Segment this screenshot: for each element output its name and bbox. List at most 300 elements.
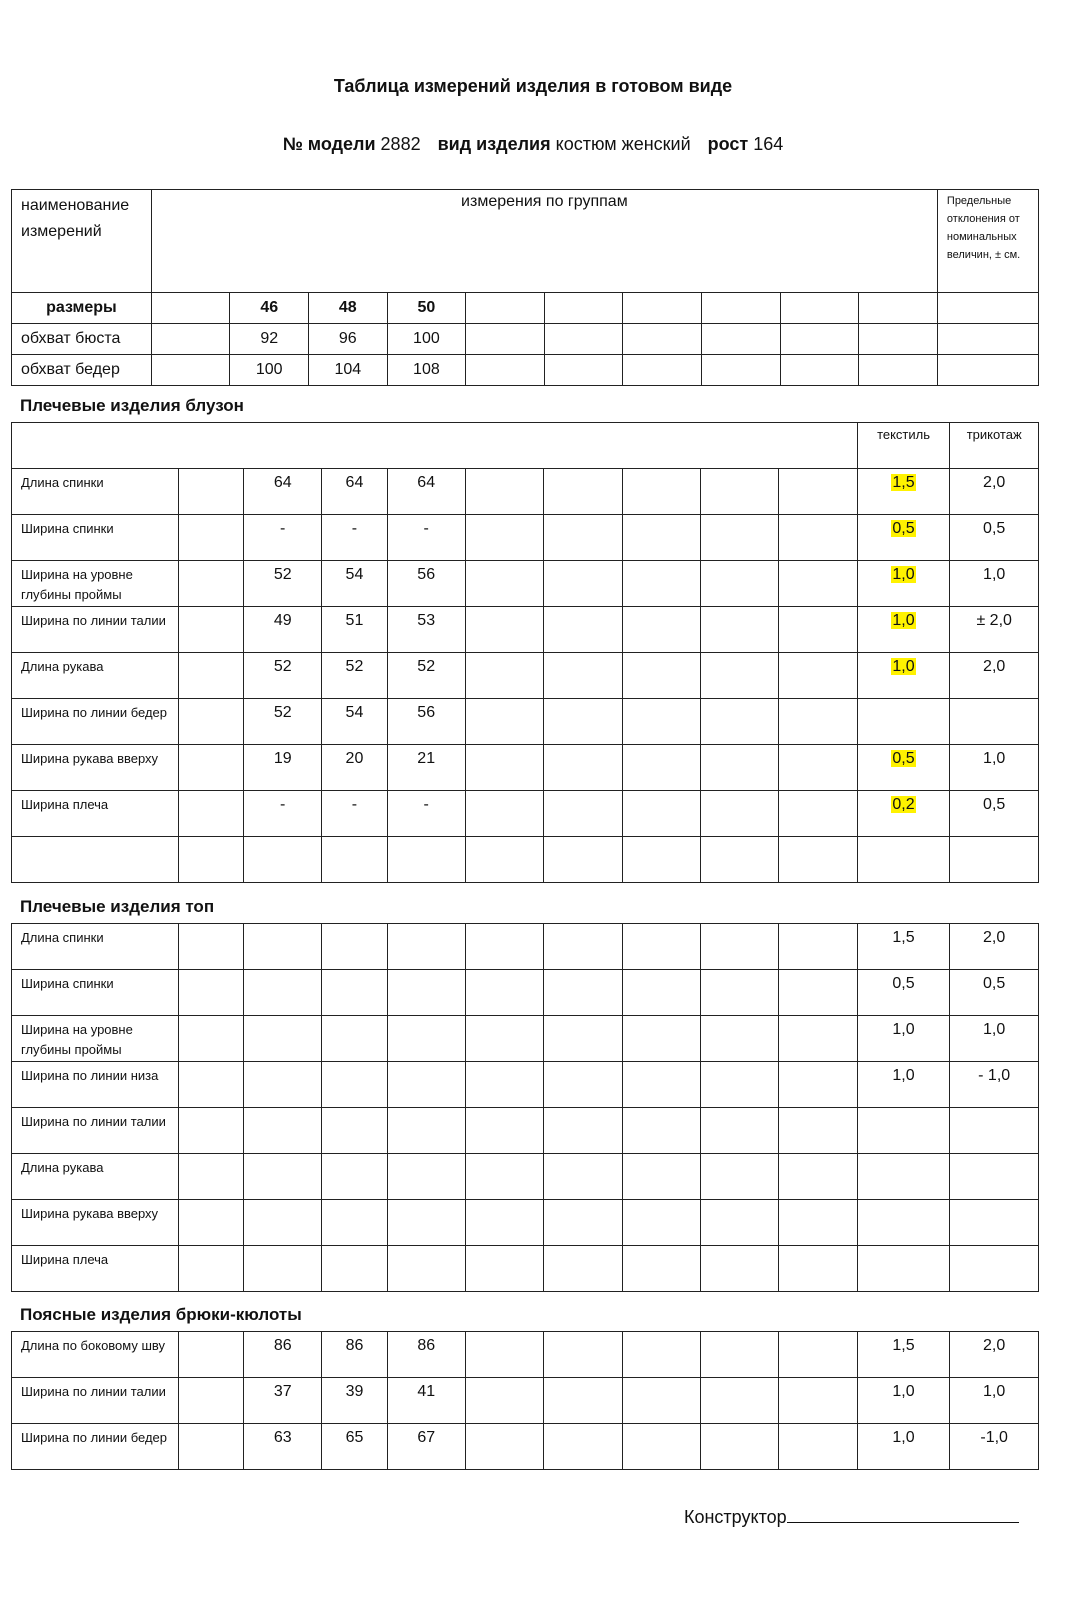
size-value-cell: 86 [322, 1332, 387, 1378]
size-value-cell [244, 924, 322, 970]
knit-tolerance-cell: 2,0 [950, 653, 1039, 699]
textile-tolerance-cell [857, 970, 950, 1016]
size-value-cell: 86 [244, 1332, 322, 1378]
size-cell: 46 [230, 293, 309, 324]
knit-tolerance-cell: 0,5 [950, 970, 1039, 1016]
empty-cell [622, 653, 700, 699]
sizes-header-table [11, 189, 1039, 386]
constructor-label: Конструктор [684, 1507, 787, 1527]
deviation-header: Предельные отклонения от номинальных величин, ± см. [937, 190, 1038, 293]
size-value-cell: 64 [387, 469, 465, 515]
empty-cell [701, 1016, 779, 1062]
knit-tolerance-cell: 1,0 [950, 1016, 1039, 1062]
empty-cell [544, 469, 622, 515]
empty-cell [779, 1016, 857, 1062]
measurement-label: Длина рукава [12, 1154, 179, 1200]
knit-tolerance-cell: 2,0 [950, 469, 1039, 515]
table-row [12, 607, 1039, 653]
empty-cell [178, 1154, 243, 1200]
table-row [12, 355, 1039, 386]
measurement-label: Ширина по линии талии [12, 1378, 179, 1424]
textile-tolerance-value: 0,2 [892, 796, 915, 813]
value-cell: 108 [387, 355, 466, 386]
empty-cell [779, 1424, 857, 1470]
empty-cell [779, 791, 857, 837]
size-value-cell [244, 837, 322, 883]
empty-cell [544, 745, 622, 791]
textile-tolerance-value: 1,0 [892, 1067, 915, 1084]
empty-cell [178, 1016, 243, 1062]
size-value-cell: - [322, 791, 387, 837]
empty-cell [701, 1424, 779, 1470]
empty-cell [178, 607, 243, 653]
empty-cell [544, 515, 622, 561]
empty-cell [779, 924, 857, 970]
empty-cell [701, 1062, 779, 1108]
empty-cell [700, 791, 778, 837]
textile-tolerance-cell [857, 1378, 950, 1424]
empty-cell [700, 469, 778, 515]
table-row [12, 1108, 1039, 1154]
empty-cell [779, 1378, 857, 1424]
size-value-cell: 52 [387, 653, 465, 699]
empty-cell [178, 469, 243, 515]
empty-cell [701, 1246, 779, 1292]
measurement-label: Ширина на уровне глубины проймы [12, 1016, 179, 1062]
blouson-table [11, 422, 1039, 883]
knit-tolerance-cell: 0,5 [950, 791, 1039, 837]
empty-cell [178, 1378, 243, 1424]
row-label: обхват бюста [12, 324, 152, 355]
empty-cell [178, 561, 243, 607]
empty-cell [700, 653, 778, 699]
size-value-cell: - [244, 515, 322, 561]
empty-cell [622, 699, 700, 745]
empty-cell [178, 1200, 243, 1246]
empty-cell [178, 837, 243, 883]
knit-tolerance-cell: 1,0 [950, 1378, 1039, 1424]
textile-tolerance-cell [857, 699, 950, 745]
size-value-cell: 64 [322, 469, 387, 515]
empty-cell [465, 469, 543, 515]
measurement-label: Ширина по линии низа [12, 1062, 179, 1108]
empty-cell [700, 561, 778, 607]
size-value-cell [322, 1246, 387, 1292]
measurement-label: Ширина по линии бедер [12, 1424, 179, 1470]
empty-cell [465, 791, 543, 837]
size-value-cell: 54 [322, 561, 387, 607]
empty-cell [544, 1154, 622, 1200]
size-value-cell: 52 [244, 653, 322, 699]
size-value-cell [244, 1154, 322, 1200]
textile-column-header: текстиль [857, 423, 950, 469]
size-value-cell: 86 [387, 1332, 465, 1378]
textile-tolerance-value: 1,5 [892, 1337, 915, 1354]
constructor-signature [684, 1504, 1019, 1528]
size-value-cell: 52 [244, 699, 322, 745]
empty-cell [544, 837, 622, 883]
measurement-label: Ширина плеча [12, 1246, 179, 1292]
table-row [12, 699, 1039, 745]
empty-cell [544, 1246, 622, 1292]
textile-tolerance-cell [857, 653, 950, 699]
empty-cell [779, 970, 857, 1016]
empty-cell [622, 607, 700, 653]
knit-tolerance-cell [950, 837, 1039, 883]
knit-tolerance-cell: 0,5 [950, 515, 1039, 561]
empty-cell [701, 1378, 779, 1424]
empty-cell [779, 1246, 857, 1292]
measurement-name-header: наименование измерений [12, 190, 152, 293]
empty-cell [465, 607, 543, 653]
empty-cell [178, 1424, 243, 1470]
empty-cell [700, 745, 778, 791]
measurement-label: Ширина по линии талии [12, 1108, 179, 1154]
empty-cell [178, 745, 243, 791]
empty-cell [544, 1200, 622, 1246]
textile-tolerance-cell [857, 837, 950, 883]
empty-cell [178, 1246, 243, 1292]
value-cell: 104 [309, 355, 388, 386]
empty-cell [544, 607, 622, 653]
size-value-cell [387, 1200, 465, 1246]
empty-cell [178, 699, 243, 745]
size-value-cell [244, 1016, 322, 1062]
empty-cell [544, 561, 622, 607]
size-value-cell [244, 1200, 322, 1246]
empty-cell [544, 791, 622, 837]
table-row [12, 924, 1039, 970]
pants-table [11, 1331, 1039, 1470]
knit-tolerance-cell: 1,0 [950, 745, 1039, 791]
empty-cell [779, 1062, 857, 1108]
size-value-cell [387, 970, 465, 1016]
empty-cell [622, 791, 700, 837]
empty-cell [465, 1016, 543, 1062]
empty-cell [544, 1016, 622, 1062]
empty-cell [700, 515, 778, 561]
size-value-cell: 56 [387, 561, 465, 607]
empty-cell [701, 1332, 779, 1378]
measurement-label: Ширина спинки [12, 515, 179, 561]
knit-tolerance-cell: ± 2,0 [950, 607, 1039, 653]
model-info-line [0, 134, 1066, 155]
empty-cell [701, 1200, 779, 1246]
height-value: 164 [753, 134, 784, 154]
size-value-cell: 54 [322, 699, 387, 745]
size-value-cell [322, 1016, 387, 1062]
empty-cell [622, 1200, 700, 1246]
table-row [12, 515, 1039, 561]
textile-tolerance-value: 1,5 [892, 929, 915, 946]
size-cell: 48 [309, 293, 388, 324]
size-value-cell [322, 1154, 387, 1200]
measurement-groups-header: измерения по группам [151, 190, 937, 293]
knit-tolerance-cell: 2,0 [950, 1332, 1039, 1378]
empty-cell [622, 469, 700, 515]
knit-tolerance-cell: -1,0 [950, 1424, 1039, 1470]
model-number-value: 2882 [380, 134, 421, 154]
empty-cell [465, 1200, 543, 1246]
size-value-cell [387, 924, 465, 970]
top-section-title: Плечевые изделия топ [20, 897, 215, 916]
textile-tolerance-cell [857, 469, 950, 515]
empty-cell [465, 515, 543, 561]
table-row [12, 1016, 1039, 1062]
size-value-cell: 19 [244, 745, 322, 791]
empty-cell [544, 970, 622, 1016]
measurement-label: Ширина рукава вверху [12, 745, 179, 791]
knit-tolerance-cell: 2,0 [950, 924, 1039, 970]
empty-cell [779, 1108, 857, 1154]
size-value-cell: 41 [387, 1378, 465, 1424]
knit-tolerance-cell [950, 1246, 1039, 1292]
empty-cell [465, 1062, 543, 1108]
size-value-cell [244, 1108, 322, 1154]
textile-tolerance-value: 0,5 [892, 750, 915, 767]
table-row [12, 653, 1039, 699]
empty-cell [544, 1108, 622, 1154]
empty-cell [622, 1332, 700, 1378]
empty-cell [465, 970, 543, 1016]
textile-tolerance-value: 1,0 [892, 1429, 915, 1446]
size-value-cell: 37 [244, 1378, 322, 1424]
table-row [12, 745, 1039, 791]
measurement-label: Длина по боковому шву [12, 1332, 179, 1378]
size-value-cell: 51 [322, 607, 387, 653]
empty-cell [465, 745, 543, 791]
size-value-cell [387, 1108, 465, 1154]
empty-cell [178, 970, 243, 1016]
size-value-cell [387, 837, 465, 883]
sizes-label: размеры [12, 293, 152, 324]
document-title: Таблица измерений изделия в готовом виде [333, 76, 733, 96]
size-value-cell [244, 1246, 322, 1292]
empty-cell [622, 1378, 700, 1424]
table-row [12, 1246, 1039, 1292]
size-value-cell [244, 970, 322, 1016]
textile-tolerance-cell [857, 607, 950, 653]
textile-tolerance-value: 1,0 [892, 566, 915, 583]
empty-cell [622, 1062, 700, 1108]
knit-tolerance-cell [950, 1200, 1039, 1246]
knit-tolerance-cell [950, 1108, 1039, 1154]
size-value-cell: 53 [387, 607, 465, 653]
empty-cell [701, 1154, 779, 1200]
size-value-cell [387, 1016, 465, 1062]
textile-tolerance-cell [857, 561, 950, 607]
empty-cell [622, 1424, 700, 1470]
knit-tolerance-cell [950, 1154, 1039, 1200]
size-value-cell: 52 [322, 653, 387, 699]
empty-cell [779, 653, 857, 699]
textile-tolerance-cell [857, 1108, 950, 1154]
empty-cell [178, 515, 243, 561]
table-row [12, 324, 1039, 355]
empty-cell [544, 1424, 622, 1470]
empty-cell [779, 515, 857, 561]
size-value-cell: 64 [244, 469, 322, 515]
empty-cell [779, 1154, 857, 1200]
size-value-cell: - [322, 515, 387, 561]
empty-cell [178, 653, 243, 699]
size-value-cell [244, 1062, 322, 1108]
empty-cell [701, 970, 779, 1016]
size-value-cell [322, 1108, 387, 1154]
size-value-cell [387, 1154, 465, 1200]
table-row [12, 561, 1039, 607]
textile-tolerance-cell [857, 924, 950, 970]
empty-cell [779, 699, 857, 745]
empty-cell [465, 653, 543, 699]
measurement-label: Длина рукава [12, 653, 179, 699]
size-value-cell [322, 1062, 387, 1108]
knit-tolerance-cell: 1,0 [950, 561, 1039, 607]
textile-tolerance-value: 1,0 [892, 658, 915, 675]
product-type-value: костюм женский [555, 134, 691, 154]
size-value-cell: - [387, 515, 465, 561]
empty-cell [779, 1332, 857, 1378]
size-value-cell [322, 970, 387, 1016]
textile-tolerance-cell [857, 1246, 950, 1292]
empty-cell [622, 1016, 700, 1062]
height-label: рост [707, 134, 749, 154]
size-value-cell [322, 924, 387, 970]
empty-cell [622, 970, 700, 1016]
table-row [12, 791, 1039, 837]
empty-cell [700, 607, 778, 653]
empty-cell [701, 1108, 779, 1154]
textile-tolerance-cell [857, 1016, 950, 1062]
table-row [12, 1200, 1039, 1246]
size-value-cell: - [387, 791, 465, 837]
empty-cell [465, 561, 543, 607]
empty-cell [544, 1332, 622, 1378]
empty-cell [178, 1108, 243, 1154]
empty-cell [465, 1154, 543, 1200]
signature-line [787, 1504, 1019, 1523]
size-value-cell: 65 [322, 1424, 387, 1470]
size-cell: 50 [387, 293, 466, 324]
knit-tolerance-cell [950, 699, 1039, 745]
empty-cell [622, 561, 700, 607]
empty-cell [779, 1200, 857, 1246]
size-value-cell: - [244, 791, 322, 837]
empty-cell [779, 561, 857, 607]
size-value-cell: 21 [387, 745, 465, 791]
size-value-cell: 56 [387, 699, 465, 745]
table-row [12, 1154, 1039, 1200]
empty-cell [544, 653, 622, 699]
table-row [12, 1378, 1039, 1424]
textile-tolerance-cell [857, 1154, 950, 1200]
empty-cell [622, 837, 700, 883]
textile-tolerance-value: 0,5 [892, 975, 915, 992]
table-row [12, 469, 1039, 515]
table-row [12, 837, 1039, 883]
empty-cell [465, 1378, 543, 1424]
size-value-cell [322, 1200, 387, 1246]
size-value-cell: 52 [244, 561, 322, 607]
textile-tolerance-value: 0,5 [892, 520, 915, 537]
size-value-cell: 49 [244, 607, 322, 653]
empty-cell [622, 924, 700, 970]
empty-cell [465, 1108, 543, 1154]
empty-cell [622, 1154, 700, 1200]
value-cell: 92 [230, 324, 309, 355]
empty-cell [622, 1108, 700, 1154]
measurement-label: Ширина по линии бедер [12, 699, 179, 745]
empty-cell [544, 1378, 622, 1424]
empty-cell [465, 1246, 543, 1292]
measurement-label: Ширина плеча [12, 791, 179, 837]
measurement-label: Ширина на уровне глубины проймы [12, 561, 179, 607]
empty-cell [465, 837, 543, 883]
textile-tolerance-cell [857, 1332, 950, 1378]
empty-cell [178, 791, 243, 837]
size-value-cell: 67 [387, 1424, 465, 1470]
empty-cell [779, 607, 857, 653]
size-value-cell [387, 1246, 465, 1292]
empty-cell [178, 1062, 243, 1108]
empty-cell [779, 745, 857, 791]
empty-cell [701, 924, 779, 970]
textile-tolerance-cell [857, 1200, 950, 1246]
size-value-cell: 63 [244, 1424, 322, 1470]
table-row [12, 1332, 1039, 1378]
empty-cell [178, 924, 243, 970]
empty-cell [622, 745, 700, 791]
textile-tolerance-cell [857, 745, 950, 791]
empty-cell [544, 924, 622, 970]
row-label: обхват бедер [12, 355, 152, 386]
size-value-cell [322, 837, 387, 883]
top-table [11, 923, 1039, 1292]
model-number-label: № модели [282, 134, 376, 154]
textile-tolerance-cell [857, 1424, 950, 1470]
pants-section-title: Поясные изделия брюки-кюлоты [20, 1305, 302, 1324]
value-cell: 100 [230, 355, 309, 386]
table-row [12, 1062, 1039, 1108]
knit-column-header: трикотаж [950, 423, 1039, 469]
textile-tolerance-value: 1,0 [892, 1383, 915, 1400]
empty-cell [465, 1332, 543, 1378]
textile-tolerance-cell [857, 791, 950, 837]
empty-cell [700, 837, 778, 883]
empty-cell [544, 699, 622, 745]
measurement-label: Длина спинки [12, 924, 179, 970]
textile-tolerance-cell [857, 515, 950, 561]
measurement-label: Ширина спинки [12, 970, 179, 1016]
knit-tolerance-cell: - 1,0 [950, 1062, 1039, 1108]
empty-cell [779, 837, 857, 883]
measurement-label: Ширина по линии талии [12, 607, 179, 653]
measurement-label: Ширина рукава вверху [12, 1200, 179, 1246]
textile-tolerance-value: 1,5 [892, 474, 915, 491]
empty-cell [544, 1062, 622, 1108]
table-row [12, 970, 1039, 1016]
textile-tolerance-value: 1,0 [892, 1021, 915, 1038]
table-row [12, 1424, 1039, 1470]
size-value-cell [387, 1062, 465, 1108]
product-type-label: вид изделия [437, 134, 551, 154]
size-value-cell: 39 [322, 1378, 387, 1424]
size-value-cell: 20 [322, 745, 387, 791]
empty-cell [700, 699, 778, 745]
measurement-label [12, 837, 179, 883]
empty-cell [465, 699, 543, 745]
empty-cell [178, 1332, 243, 1378]
